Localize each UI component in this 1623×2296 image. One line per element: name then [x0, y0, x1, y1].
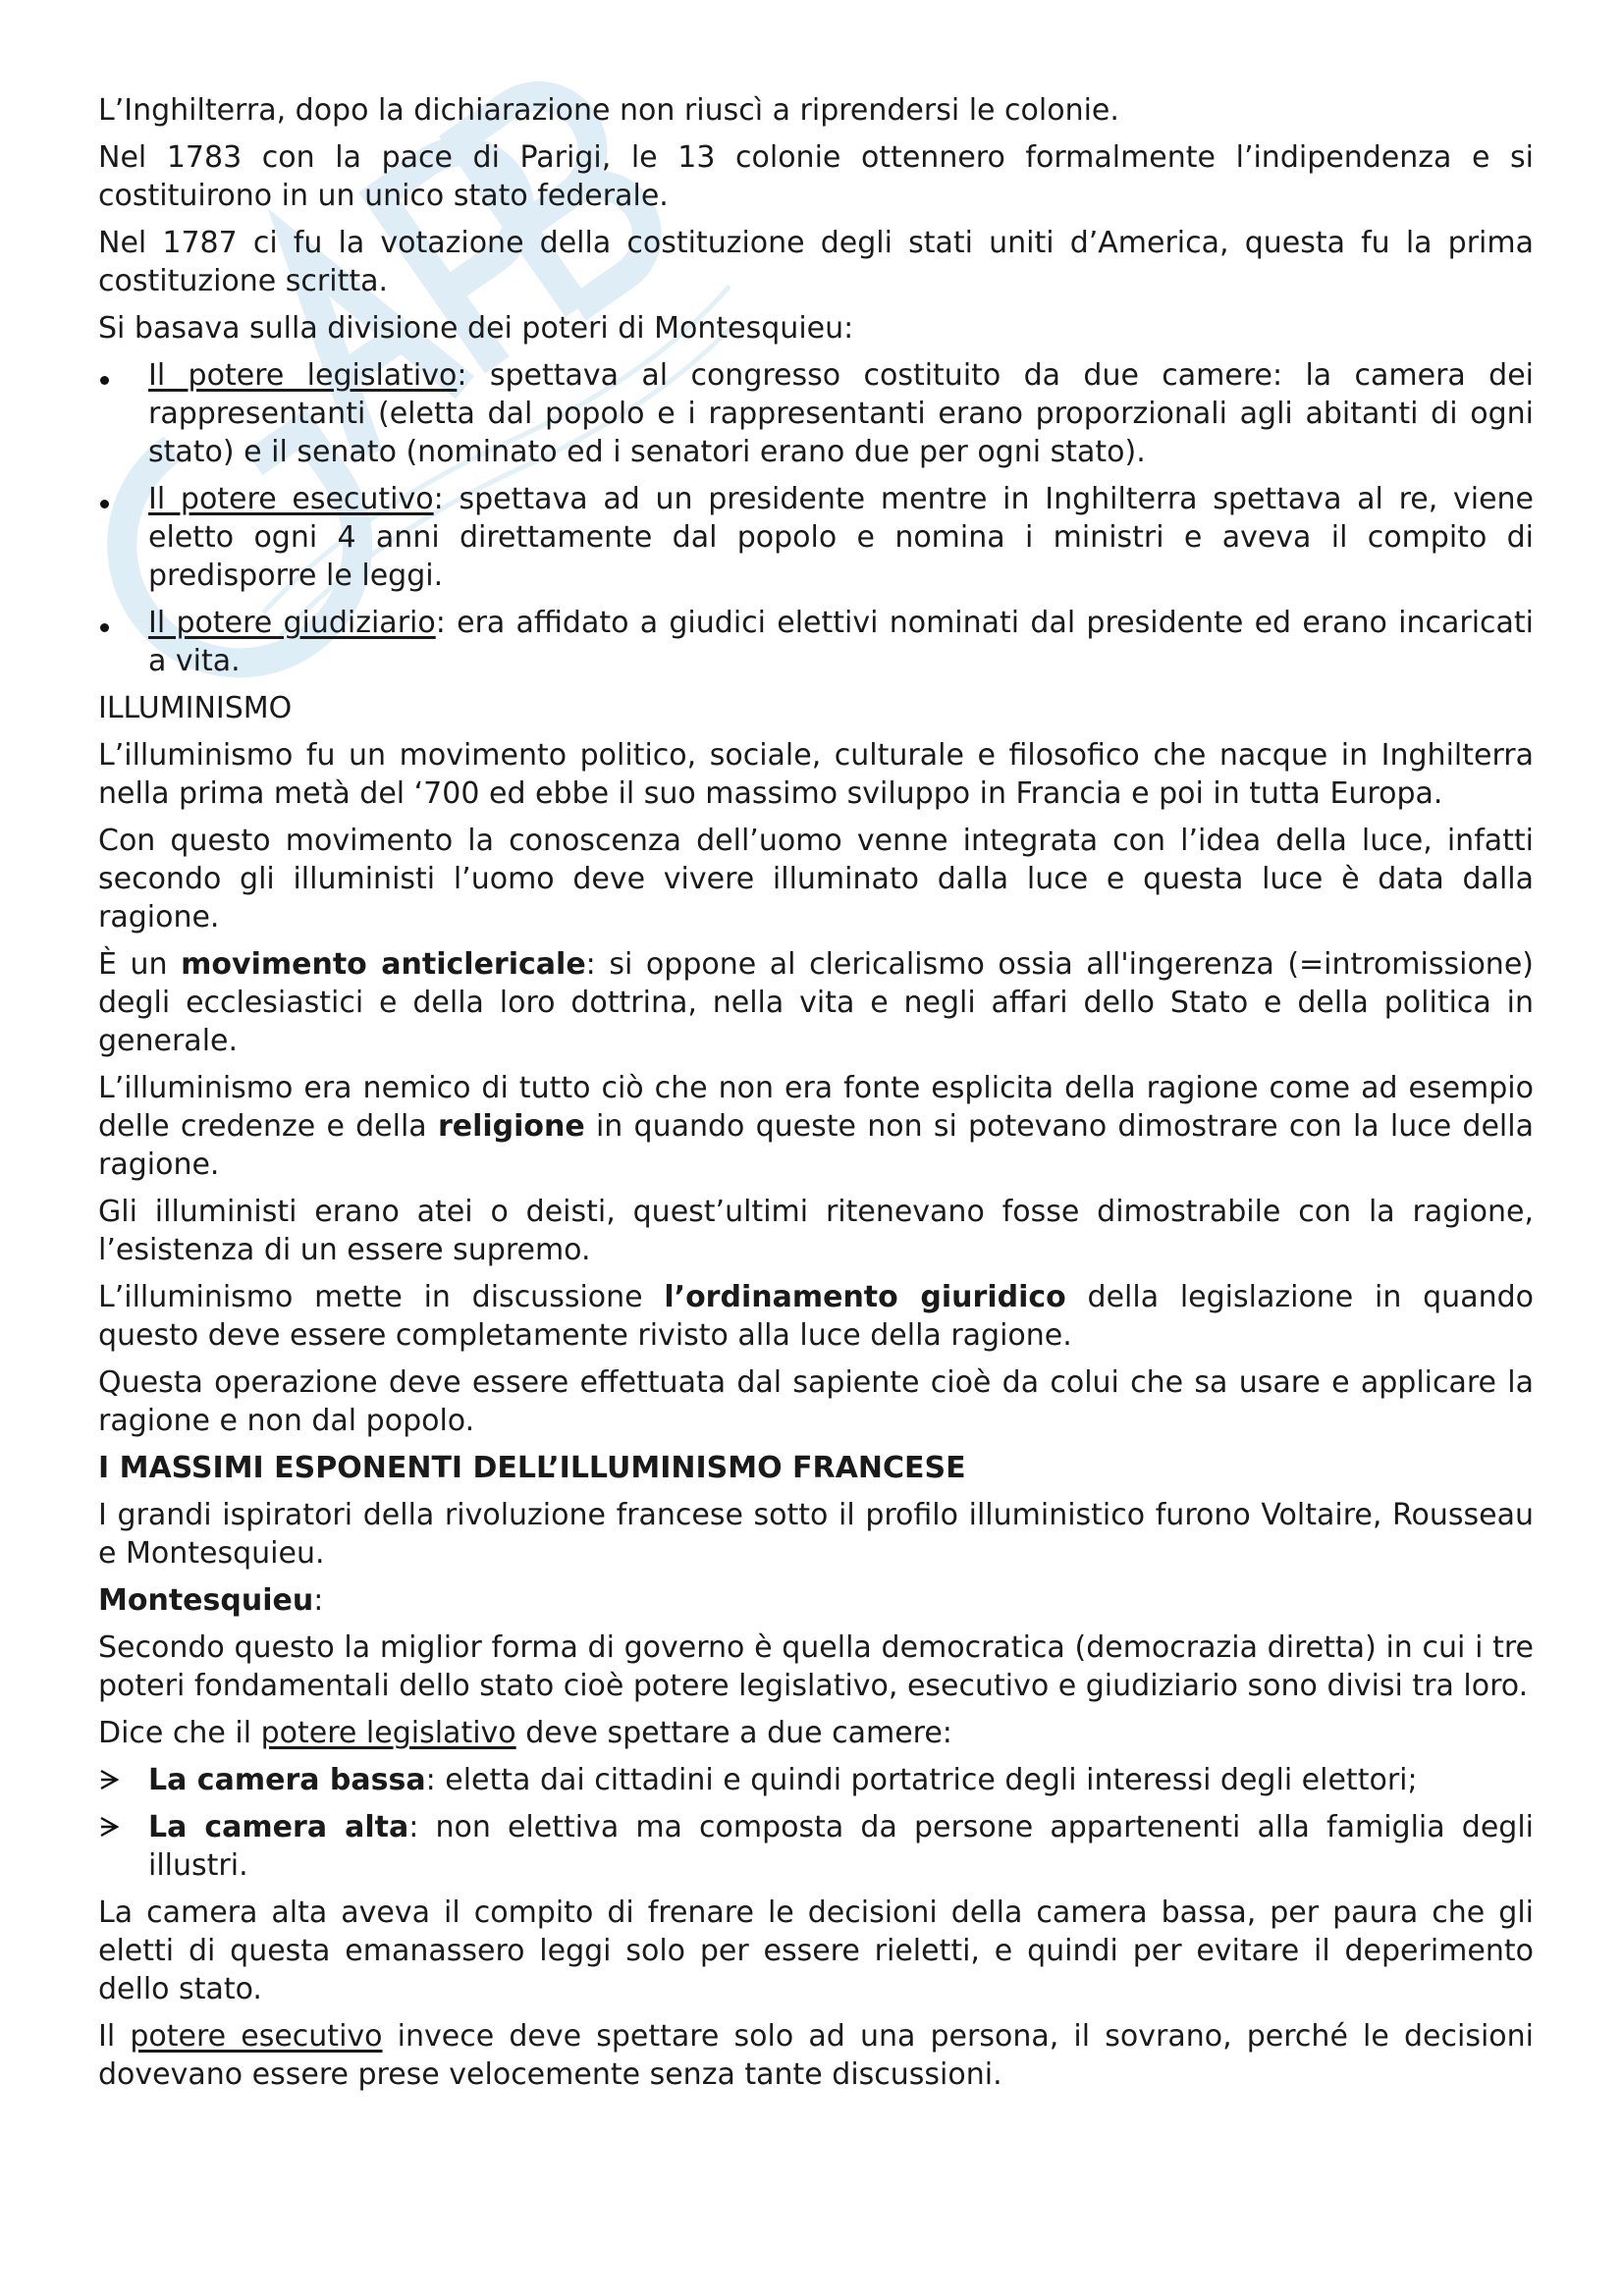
list-item-term: Il potere giudiziario: [148, 606, 436, 640]
text-run: della legislazione in quando questo deve essere completamente rivisto alla luce della ragione.: [98, 1280, 1534, 1353]
text-run: L’illuminismo mette in discussione: [98, 1280, 665, 1314]
arrow-bullet-icon: [98, 1761, 128, 1800]
document-page: [98, 91, 1534, 2103]
paragraph: L’illuminismo fu un movimento politico, sociale, culturale e filosofico che nacque in Inghilterra nella prima metà del ‘700 ed ebbe il suo massimo sviluppo in Francia e poi in tutta Europa.: [98, 738, 1534, 811]
subheading-name: Montesquieu: [98, 1583, 314, 1618]
list-item: [98, 1808, 1534, 1885]
subheading-colon: :: [313, 1583, 324, 1618]
list-item: [98, 480, 1534, 595]
list-item-text: : non elettiva ma composta da persone appartenenti alla famiglia degli illustri.: [148, 1810, 1534, 1883]
paragraph: Nel 1787 ci fu la votazione della costituzione degli stati uniti d’America, questa fu la prima costituzione scritta.: [98, 226, 1534, 298]
text-run: deve spettare a due camere:: [515, 1716, 952, 1750]
text-run: È un: [98, 947, 182, 982]
paragraph: Questa operazione deve essere effettuata dal sapiente cioè da colui che sa usare e applicare la ragione e non dal popolo.: [98, 1365, 1534, 1438]
list-item-text: : eletta dai cittadini e quindi portatrice degli interessi degli elettori;: [425, 1763, 1418, 1797]
camere-list: [98, 1761, 1534, 1885]
bullet-icon: [98, 480, 128, 518]
underlined-term: potere legislativo: [260, 1716, 516, 1750]
text-run: Dice che il: [98, 1716, 261, 1750]
paragraph: Gli illuministi erano atei o deisti, quest’ultimi ritenevano fosse dimostrabile con la ragione, l’esistenza di un essere supremo.: [98, 1195, 1534, 1267]
paragraph: Nel 1783 con la pace di Parigi, le 13 colonie ottennero formalmente l’indipendenza e si costituirono in un unico stato federale.: [98, 140, 1534, 213]
text-run: L’illuminismo era nemico di tutto ciò che non era fonte esplicita della ragione come ad esempio delle credenze e della: [98, 1071, 1534, 1144]
text-run: Il: [98, 2019, 131, 2054]
list-item-term: Il potere esecutivo: [148, 482, 434, 516]
list-item: [98, 1761, 1534, 1799]
paragraph: Secondo questo la miglior forma di governo è quella democratica (democrazia diretta) in cui i tre poteri fondamentali dello stato cioè potere legislativo, esecutivo e giudiziario sono divisi tra loro.: [98, 1630, 1534, 1703]
list-item-text: : spettava ad un presidente mentre in Inghilterra spettava al re, viene eletto ogni 4 anni direttamente dal popolo e nomina i ministri e aveva il compito di predisporre le leggi.: [148, 482, 1535, 593]
subheading: [98, 1581, 1534, 1620]
arrow-bullet-icon: [98, 1808, 128, 1847]
paragraph: [98, 945, 1534, 1060]
list-item: [98, 356, 1534, 471]
underlined-term: potere esecutivo: [130, 2019, 383, 2054]
text-run: in quando queste non si potevano dimostrare con la luce della ragione.: [98, 1109, 1534, 1182]
paragraph: [98, 1069, 1534, 1184]
paragraph: La camera alta aveva il compito di frenare le decisioni della camera bassa, per paura che gli eletti di questa emanassero leggi solo per essere rieletti, e quindi per evitare il deperimento dello stato.: [98, 1896, 1534, 2006]
text-run: : si oppone al clericalismo ossia all'ingerenza (=intromissione) degli ecclesiastici e della loro dottrina, nella vita e negli affari dello Stato e della politica in generale.: [98, 947, 1534, 1058]
bold-term: religione: [437, 1109, 585, 1144]
section-heading: I MASSIMI ESPONENTI DELL’ILLUMINISMO FRANCESE: [98, 1451, 966, 1485]
bold-term: movimento anticlericale: [181, 947, 586, 982]
paragraph: Si basava sulla divisione dei poteri di Montesquieu:: [98, 311, 854, 346]
text-run: invece deve spettare solo ad una persona, il sovrano, perché le decisioni dovevano essere prese velocemente senza tante discussioni.: [98, 2019, 1534, 2092]
paragraph: [98, 1714, 1534, 1752]
paragraph: [98, 2017, 1534, 2094]
paragraph: I grandi ispiratori della rivoluzione francese sotto il profilo illuministico furono Voltaire, Rousseau e Montesquieu.: [98, 1498, 1534, 1571]
list-item-text: : era affidato a giudici elettivi nominati dal presidente ed erano incaricati a vita.: [148, 606, 1535, 678]
bullet-icon: [98, 604, 128, 642]
bullet-icon: [98, 356, 128, 395]
paragraph: Con questo movimento la conoscenza dell’uomo venne integrata con l’idea della luce, infatti secondo gli illuministi l’uomo deve vivere illuminato dalla luce e questa luce è data dalla ragione.: [98, 824, 1534, 934]
bold-term: l’ordinamento giuridico: [664, 1280, 1066, 1314]
section-heading: ILLUMINISMO: [98, 691, 293, 725]
paragraph: L’Inghilterra, dopo la dichiarazione non riuscì a riprendersi le colonie.: [98, 93, 1119, 128]
powers-list: [98, 356, 1534, 680]
list-item-text: : spettava al congresso costituito da due camere: la camera dei rappresentanti (eletta dal popolo e i rappresentanti erano proporzionali agli abitanti di ogni stato) e il senato (nominato ed i senatori erano due per ogni stato).: [148, 358, 1534, 469]
list-item-term: La camera bassa: [148, 1763, 426, 1797]
paragraph: [98, 1278, 1534, 1355]
list-item-term: Il potere legislativo: [148, 358, 458, 393]
list-item: [98, 604, 1534, 680]
list-item-term: La camera alta: [148, 1810, 409, 1844]
